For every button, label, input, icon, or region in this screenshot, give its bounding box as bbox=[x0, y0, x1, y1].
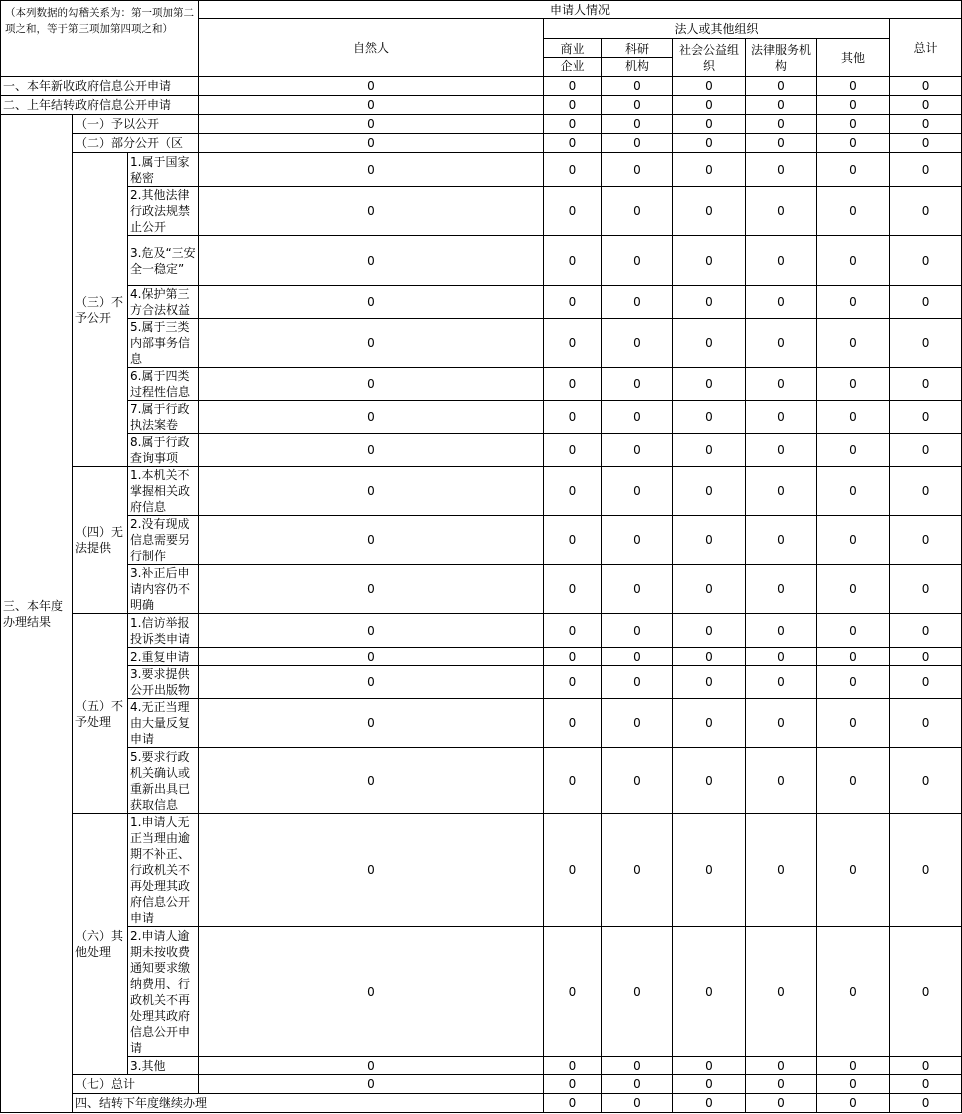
table-row bbox=[1, 927, 962, 1057]
cell-welfare: 0 bbox=[673, 134, 746, 153]
cell-other: 0 bbox=[817, 77, 890, 96]
cell-commercial: 0 bbox=[544, 77, 602, 96]
cell-legal-service: 0 bbox=[746, 927, 817, 1057]
cell-research: 0 bbox=[602, 1057, 673, 1075]
cell-other: 0 bbox=[817, 927, 890, 1057]
cell-commercial: 0 bbox=[544, 699, 602, 748]
cell-commercial: 0 bbox=[544, 368, 602, 401]
cell-natural: 0 bbox=[199, 1075, 544, 1094]
cell-welfare: 0 bbox=[746, 1094, 817, 1113]
cell-natural: 0 bbox=[199, 467, 544, 516]
sub-label: 6.属于四类过程性信息 bbox=[128, 368, 199, 401]
cell-commercial: 0 bbox=[544, 748, 602, 814]
cell-legal-service: 0 bbox=[746, 96, 817, 115]
cell-natural: 0 bbox=[199, 614, 544, 648]
cell-commercial: 0 bbox=[544, 319, 602, 368]
cell-welfare: 0 bbox=[673, 565, 746, 614]
cell-natural: 0 bbox=[199, 434, 544, 467]
cell-legal-service: 0 bbox=[746, 666, 817, 699]
cell-other: 0 bbox=[817, 1075, 890, 1094]
cell-other: 0 bbox=[890, 1094, 962, 1113]
cell-commercial: 0 bbox=[544, 1075, 602, 1094]
cell-welfare: 0 bbox=[673, 748, 746, 814]
cell-total: 0 bbox=[890, 814, 962, 927]
cell-total: 0 bbox=[890, 153, 962, 187]
cell-legal-service: 0 bbox=[746, 434, 817, 467]
group-label: （五）不予处理 bbox=[73, 614, 128, 814]
cell-welfare: 0 bbox=[673, 319, 746, 368]
cell-total: 0 bbox=[890, 648, 962, 666]
cell-research: 0 bbox=[602, 748, 673, 814]
cell-research: 0 bbox=[602, 96, 673, 115]
table-row bbox=[1, 748, 962, 814]
cell-other: 0 bbox=[817, 115, 890, 134]
cell-commercial: 0 bbox=[544, 927, 602, 1057]
group-label: （四）无法提供 bbox=[73, 467, 128, 614]
group-label: （一）予以公开 bbox=[73, 115, 199, 134]
cell-research: 0 bbox=[602, 115, 673, 134]
cell-commercial: 0 bbox=[544, 1057, 602, 1075]
sub-label: 2.重复申请 bbox=[128, 648, 199, 666]
cell-legal-service: 0 bbox=[746, 134, 817, 153]
header-legal-org: 法人或其他组织 bbox=[544, 19, 890, 39]
cell-welfare: 0 bbox=[673, 236, 746, 286]
sub-label: 2.其他法律行政法规禁止公开 bbox=[128, 187, 199, 236]
cell-other: 0 bbox=[817, 187, 890, 236]
cell-other: 0 bbox=[817, 699, 890, 748]
cell-research: 0 bbox=[602, 699, 673, 748]
table-row bbox=[1, 187, 962, 236]
cell-natural: 0 bbox=[199, 565, 544, 614]
cell-research: 0 bbox=[602, 236, 673, 286]
cell-welfare: 0 bbox=[673, 77, 746, 96]
cell-research: 0 bbox=[602, 1075, 673, 1094]
cell-other: 0 bbox=[817, 236, 890, 286]
table-row bbox=[1, 1057, 962, 1075]
table-row bbox=[1, 1075, 962, 1094]
cell-welfare: 0 bbox=[673, 814, 746, 927]
cell-natural: 0 bbox=[199, 96, 544, 115]
header-total: 总计 bbox=[890, 19, 962, 77]
cell-research: 0 bbox=[602, 565, 673, 614]
table-row bbox=[1, 565, 962, 614]
cell-research: 0 bbox=[602, 368, 673, 401]
table-row bbox=[1, 134, 962, 153]
table-row bbox=[1, 1094, 962, 1113]
cell-total: 0 bbox=[890, 927, 962, 1057]
cell-legal-service: 0 bbox=[746, 187, 817, 236]
table-row bbox=[1, 814, 962, 927]
header-natural-person: 自然人 bbox=[199, 19, 544, 77]
cell-research: 0 bbox=[602, 467, 673, 516]
cell-other: 0 bbox=[817, 368, 890, 401]
cell-research: 0 bbox=[673, 1094, 746, 1113]
sub-label: 4.保护第三方合法权益 bbox=[128, 286, 199, 319]
cell-welfare: 0 bbox=[673, 368, 746, 401]
sub-label: 2.没有现成信息需要另行制作 bbox=[128, 516, 199, 565]
cell-commercial: 0 bbox=[544, 648, 602, 666]
cell-other: 0 bbox=[817, 516, 890, 565]
table-row bbox=[1, 516, 962, 565]
cell-commercial: 0 bbox=[544, 236, 602, 286]
cell-natural: 0 bbox=[199, 748, 544, 814]
cell-legal-service: 0 bbox=[746, 236, 817, 286]
cell-welfare: 0 bbox=[673, 434, 746, 467]
cell-other: 0 bbox=[817, 648, 890, 666]
row3-label: 三、本年度办理结果 bbox=[1, 115, 73, 1113]
cell-legal-service: 0 bbox=[746, 153, 817, 187]
header-research-line1: 科研 bbox=[602, 41, 673, 58]
cell-legal-service: 0 bbox=[746, 286, 817, 319]
cell-research: 0 bbox=[602, 134, 673, 153]
cell-research: 0 bbox=[602, 153, 673, 187]
cell-commercial: 0 bbox=[544, 434, 602, 467]
cell-welfare: 0 bbox=[673, 286, 746, 319]
cell-research: 0 bbox=[602, 187, 673, 236]
cell-natural: 0 bbox=[199, 401, 544, 434]
cell-welfare: 0 bbox=[673, 115, 746, 134]
sub-label: 3.要求提供公开出版物 bbox=[128, 666, 199, 699]
header-legal-service: 法律服务机构 bbox=[746, 39, 817, 77]
table-row bbox=[1, 77, 962, 96]
cell-commercial: 0 bbox=[544, 565, 602, 614]
cell-legal-service: 0 bbox=[746, 319, 817, 368]
cell-commercial: 0 bbox=[544, 467, 602, 516]
cell-welfare: 0 bbox=[673, 401, 746, 434]
sub-label: 1.信访举报投诉类申请 bbox=[128, 614, 199, 648]
sub-label: 4.无正当理由大量反复申请 bbox=[128, 699, 199, 748]
cell-research: 0 bbox=[602, 814, 673, 927]
sub-label: 8.属于行政查询事项 bbox=[128, 434, 199, 467]
cell-natural: 0 bbox=[199, 153, 544, 187]
group-label: （二）部分公开（区 bbox=[73, 134, 199, 153]
cell-other: 0 bbox=[817, 614, 890, 648]
sub-label: 2.申请人逾期未按收费通知要求缴纳费用、行政机关不再处理其政府信息公开申请 bbox=[128, 927, 199, 1057]
cell-other: 0 bbox=[817, 467, 890, 516]
cell-legal-service: 0 bbox=[746, 77, 817, 96]
cell-legal-service: 0 bbox=[746, 565, 817, 614]
cell-natural: 0 bbox=[199, 927, 544, 1057]
cell-research: 0 bbox=[602, 286, 673, 319]
table-row bbox=[1, 467, 962, 516]
table-row bbox=[1, 319, 962, 368]
group-label: （七）总计 bbox=[73, 1075, 199, 1094]
cell-natural: 0 bbox=[199, 77, 544, 96]
cell-welfare: 0 bbox=[673, 467, 746, 516]
cell-other: 0 bbox=[817, 814, 890, 927]
cell-legal-service: 0 bbox=[746, 748, 817, 814]
table-row bbox=[1, 434, 962, 467]
cell-commercial: 0 bbox=[544, 286, 602, 319]
cell-commercial: 0 bbox=[544, 614, 602, 648]
table-row bbox=[1, 96, 962, 115]
cell-commercial: 0 bbox=[544, 401, 602, 434]
cell-total: 0 bbox=[890, 96, 962, 115]
cell-total: 0 bbox=[890, 401, 962, 434]
table-row bbox=[1, 401, 962, 434]
cell-total: 0 bbox=[890, 614, 962, 648]
cell-other: 0 bbox=[817, 134, 890, 153]
cell-total: 0 bbox=[890, 1057, 962, 1075]
cell-total: 0 bbox=[890, 187, 962, 236]
cell-research: 0 bbox=[602, 516, 673, 565]
cell-research: 0 bbox=[602, 614, 673, 648]
sub-label: 5.要求行政机关确认或重新出具已获取信息 bbox=[128, 748, 199, 814]
table-row bbox=[1, 153, 962, 187]
cell-other: 0 bbox=[817, 153, 890, 187]
cell-welfare: 0 bbox=[673, 1057, 746, 1075]
cell-research: 0 bbox=[602, 434, 673, 467]
cell-natural: 0 bbox=[199, 699, 544, 748]
cell-natural: 0 bbox=[199, 236, 544, 286]
cell-legal-service: 0 bbox=[746, 516, 817, 565]
cell-research: 0 bbox=[602, 77, 673, 96]
cell-natural: 0 bbox=[199, 286, 544, 319]
table-row bbox=[1, 115, 962, 134]
cell-legal-service: 0 bbox=[746, 1075, 817, 1094]
table-row bbox=[1, 666, 962, 699]
cell-welfare: 0 bbox=[673, 96, 746, 115]
cell-natural: 0 bbox=[199, 319, 544, 368]
cell-legal-service: 0 bbox=[746, 648, 817, 666]
cell-commercial: 0 bbox=[544, 666, 602, 699]
sub-label: 3.补正后申请内容仍不明确 bbox=[128, 565, 199, 614]
cell-total: 0 bbox=[890, 666, 962, 699]
cell-total: 0 bbox=[890, 319, 962, 368]
cell-commercial: 0 bbox=[544, 187, 602, 236]
header-other: 其他 bbox=[817, 39, 890, 77]
cell-total: 0 bbox=[890, 134, 962, 153]
cell-welfare: 0 bbox=[673, 699, 746, 748]
cell-commercial: 0 bbox=[544, 96, 602, 115]
cell-welfare: 0 bbox=[673, 648, 746, 666]
row-label: 二、上年结转政府信息公开申请 bbox=[1, 96, 199, 115]
cell-legal-service: 0 bbox=[746, 115, 817, 134]
table-row bbox=[1, 699, 962, 748]
cell-research: 0 bbox=[602, 319, 673, 368]
cell-legal-service: 0 bbox=[746, 467, 817, 516]
cell-natural: 0 bbox=[199, 368, 544, 401]
cell-commercial: 0 bbox=[602, 1094, 673, 1113]
group-label: （六）其他处理 bbox=[73, 814, 128, 1075]
sub-label: 1.属于国家秘密 bbox=[128, 153, 199, 187]
header-commercial-line1: 商业 bbox=[544, 41, 602, 58]
header-research-line2: 机构 bbox=[624, 59, 649, 73]
cell-research: 0 bbox=[602, 401, 673, 434]
sub-label: 5.属于三类内部事务信息 bbox=[128, 319, 199, 368]
table-row bbox=[1, 236, 962, 286]
cell-natural: 0 bbox=[199, 1057, 544, 1075]
cell-natural: 0 bbox=[199, 666, 544, 699]
cell-total: 0 bbox=[890, 368, 962, 401]
cell-welfare: 0 bbox=[673, 614, 746, 648]
cell-other: 0 bbox=[817, 434, 890, 467]
cell-commercial: 0 bbox=[544, 153, 602, 187]
cell-total: 0 bbox=[890, 699, 962, 748]
cell-welfare: 0 bbox=[673, 516, 746, 565]
table-row bbox=[1, 368, 962, 401]
cell-total: 0 bbox=[890, 77, 962, 96]
row-label: 一、本年新收政府信息公开申请 bbox=[1, 77, 199, 96]
cell-welfare: 0 bbox=[673, 153, 746, 187]
cell-research: 0 bbox=[602, 666, 673, 699]
header-note: （本列数据的勾稽关系为：第一项加第二项之和，等于第三项加第四项之和） bbox=[1, 1, 199, 77]
header-applicant-info: 申请人情况 bbox=[199, 1, 962, 19]
cell-total: 0 bbox=[890, 516, 962, 565]
cell-other: 0 bbox=[817, 401, 890, 434]
sub-label: 1.本机关不掌握相关政府信息 bbox=[128, 467, 199, 516]
cell-other: 0 bbox=[817, 565, 890, 614]
cell-total: 0 bbox=[890, 434, 962, 467]
cell-welfare: 0 bbox=[673, 927, 746, 1057]
cell-research: 0 bbox=[602, 648, 673, 666]
cell-natural: 0 bbox=[199, 648, 544, 666]
cell-total: 0 bbox=[890, 1075, 962, 1094]
cell-legal-service: 0 bbox=[746, 368, 817, 401]
cell-total: 0 bbox=[890, 467, 962, 516]
cell-natural: 0 bbox=[544, 1094, 602, 1113]
cell-total: 0 bbox=[890, 236, 962, 286]
cell-total: 0 bbox=[890, 565, 962, 614]
cell-other: 0 bbox=[817, 96, 890, 115]
cell-commercial: 0 bbox=[544, 814, 602, 927]
row-label: 四、结转下年度继续办理 bbox=[73, 1094, 544, 1113]
header-public-welfare: 社会公益组织 bbox=[673, 39, 746, 77]
cell-commercial: 0 bbox=[544, 134, 602, 153]
sub-label: 7.属于行政执法案卷 bbox=[128, 401, 199, 434]
sub-label: 3.危及“三安全一稳定” bbox=[128, 236, 199, 286]
cell-other: 0 bbox=[817, 319, 890, 368]
cell-research: 0 bbox=[602, 927, 673, 1057]
sub-label: 1.申请人无正当理由逾期不补正、行政机关不再处理其政府信息公开申请 bbox=[128, 814, 199, 927]
cell-legal-service: 0 bbox=[746, 699, 817, 748]
cell-natural: 0 bbox=[199, 115, 544, 134]
cell-total: 0 bbox=[890, 115, 962, 134]
cell-total: 0 bbox=[890, 286, 962, 319]
header-commercial bbox=[544, 39, 602, 77]
group-label: （三）不予公开 bbox=[73, 153, 128, 467]
cell-welfare: 0 bbox=[673, 1075, 746, 1094]
header-research bbox=[602, 39, 673, 77]
cell-commercial: 0 bbox=[544, 516, 602, 565]
cell-natural: 0 bbox=[199, 134, 544, 153]
cell-other: 0 bbox=[817, 286, 890, 319]
cell-legal-service: 0 bbox=[746, 814, 817, 927]
table-row bbox=[1, 614, 962, 648]
cell-total: 0 bbox=[890, 748, 962, 814]
cell-legal-service: 0 bbox=[817, 1094, 890, 1113]
cell-welfare: 0 bbox=[673, 187, 746, 236]
table-row bbox=[1, 286, 962, 319]
cell-natural: 0 bbox=[199, 187, 544, 236]
header-commercial-line2: 企业 bbox=[560, 59, 585, 73]
cell-other: 0 bbox=[817, 666, 890, 699]
cell-legal-service: 0 bbox=[746, 1057, 817, 1075]
cell-natural: 0 bbox=[199, 516, 544, 565]
cell-natural: 0 bbox=[199, 814, 544, 927]
cell-other: 0 bbox=[817, 1057, 890, 1075]
cell-legal-service: 0 bbox=[746, 614, 817, 648]
cell-commercial: 0 bbox=[544, 115, 602, 134]
sub-label: 3.其他 bbox=[128, 1057, 199, 1075]
cell-welfare: 0 bbox=[673, 666, 746, 699]
cell-other: 0 bbox=[817, 748, 890, 814]
cell-legal-service: 0 bbox=[746, 401, 817, 434]
table-row bbox=[1, 648, 962, 666]
